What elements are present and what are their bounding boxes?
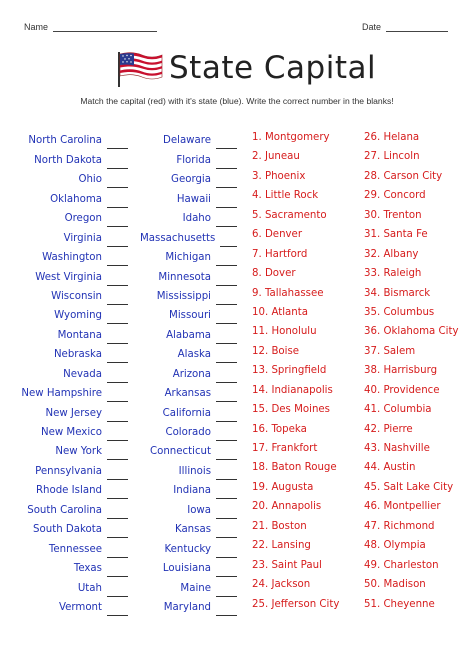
capital-item: 45. Salt Lake City xyxy=(364,481,454,493)
state-name: New Mexico xyxy=(40,427,102,438)
capital-item: 8. Dover xyxy=(252,268,296,280)
state-row xyxy=(140,169,237,188)
state-row xyxy=(4,305,128,324)
answer-blank[interactable] xyxy=(216,508,237,519)
state-column-1 xyxy=(4,130,128,616)
state-name: Texas xyxy=(73,563,102,575)
capital-item: 38. Harrisburg xyxy=(364,365,438,377)
state-row xyxy=(4,441,128,460)
state-name: Alabama xyxy=(166,329,211,341)
answer-blank[interactable] xyxy=(216,197,237,208)
answer-blank[interactable] xyxy=(216,547,237,558)
state-row xyxy=(4,577,128,596)
capital-item: 44. Austin xyxy=(364,462,416,474)
state-row xyxy=(140,363,237,382)
state-row xyxy=(140,538,237,557)
state-name: North Carolina xyxy=(28,135,102,147)
state-name: Hawaii xyxy=(176,193,211,205)
answer-blank[interactable] xyxy=(216,333,237,344)
answer-blank[interactable] xyxy=(107,352,128,363)
answer-blank[interactable] xyxy=(107,547,128,558)
capital-item: 11. Honolulu xyxy=(252,326,317,338)
state-name: Arkansas xyxy=(164,388,211,400)
answer-blank[interactable] xyxy=(216,430,237,441)
capital-item: 22. Lansing xyxy=(252,540,311,552)
state-row xyxy=(4,188,128,207)
capital-item: 30. Trenton xyxy=(364,209,422,221)
capital-item: 34. Bismarck xyxy=(364,287,431,299)
capital-item: 2. Juneau xyxy=(252,151,300,163)
capital-column-2 xyxy=(364,130,474,616)
state-row xyxy=(4,558,128,577)
name-field xyxy=(24,22,157,32)
state-row xyxy=(140,344,237,363)
capital-item: 6. Denver xyxy=(252,229,303,241)
state-row xyxy=(4,460,128,479)
state-name: Utah xyxy=(77,582,102,594)
instructions-text: Match the capital (red) with it's state (blue). Write the correct number in the blanks! xyxy=(80,96,394,106)
state-row xyxy=(140,149,237,168)
answer-blank[interactable] xyxy=(107,158,128,169)
capital-item: 41. Columbia xyxy=(364,404,432,416)
state-name: Florida xyxy=(176,154,211,166)
capital-item: 33. Raleigh xyxy=(364,268,422,280)
capital-item: 32. Albany xyxy=(364,248,419,260)
capital-item: 24. Jackson xyxy=(252,579,311,591)
answer-blank[interactable] xyxy=(220,236,237,247)
state-row xyxy=(140,130,237,149)
capital-item: 15. Des Moines xyxy=(252,404,330,416)
capital-item: 40. Providence xyxy=(364,384,440,396)
state-row xyxy=(140,324,237,343)
capital-item: 48. Olympia xyxy=(364,540,426,552)
capital-item: 28. Carson City xyxy=(364,170,443,182)
date-label: Date xyxy=(362,22,382,32)
answer-blank[interactable] xyxy=(107,508,128,519)
capital-column-1 xyxy=(252,130,360,616)
state-name: California xyxy=(162,407,211,419)
state-name: Kentucky xyxy=(164,543,211,555)
state-name: Colorado xyxy=(165,427,211,438)
capital-item: 49. Charleston xyxy=(364,559,439,571)
answer-blank[interactable] xyxy=(107,411,128,422)
capital-item: 51. Cheyenne xyxy=(364,598,435,610)
state-row xyxy=(4,538,128,557)
state-row xyxy=(140,480,237,499)
state-name: New Jersey xyxy=(45,407,102,419)
state-name: Maine xyxy=(180,582,211,594)
answer-blank[interactable] xyxy=(107,255,128,266)
state-row xyxy=(4,130,128,149)
date-blank-line[interactable] xyxy=(386,23,448,32)
state-name: Mississippi xyxy=(156,290,211,302)
state-row xyxy=(4,519,128,538)
state-row xyxy=(140,227,237,246)
answer-blank[interactable] xyxy=(107,586,128,597)
state-name: Oklahoma xyxy=(50,193,102,205)
state-row xyxy=(4,383,128,402)
answer-blank[interactable] xyxy=(107,488,128,499)
answer-blank[interactable] xyxy=(216,566,237,577)
state-name: Wyoming xyxy=(54,310,102,322)
answer-blank[interactable] xyxy=(216,255,237,266)
state-name: Washington xyxy=(42,252,102,264)
answer-blank[interactable] xyxy=(216,469,237,480)
answer-blank[interactable] xyxy=(216,158,237,169)
answer-blank[interactable] xyxy=(107,216,128,227)
capital-item: 18. Baton Rouge xyxy=(252,462,337,474)
us-flag-icon xyxy=(116,51,164,87)
capital-item: 31. Santa Fe xyxy=(364,229,428,241)
state-name: Rhode Island xyxy=(35,485,102,497)
state-row xyxy=(4,402,128,421)
state-row xyxy=(140,247,237,266)
state-row xyxy=(140,188,237,207)
state-row xyxy=(4,247,128,266)
state-row xyxy=(4,324,128,343)
state-row xyxy=(140,597,237,616)
capital-item: 5. Sacramento xyxy=(252,209,327,221)
state-name: Montana xyxy=(57,329,102,341)
state-name: South Carolina xyxy=(27,504,102,516)
capital-item: 3. Phoenix xyxy=(252,170,306,182)
capital-item: 19. Augusta xyxy=(252,481,314,493)
state-name: Illinois xyxy=(178,465,211,477)
capital-item: 14. Indianapolis xyxy=(252,384,333,396)
state-row xyxy=(4,286,128,305)
state-name: Michigan xyxy=(165,252,211,264)
answer-blank[interactable] xyxy=(107,566,128,577)
answer-blank[interactable] xyxy=(107,605,128,616)
answer-blank[interactable] xyxy=(216,216,237,227)
answer-blank[interactable] xyxy=(216,449,237,460)
state-row xyxy=(4,169,128,188)
answer-blank[interactable] xyxy=(216,605,237,616)
state-column-2 xyxy=(140,130,237,616)
answer-blank[interactable] xyxy=(107,527,128,538)
state-row xyxy=(4,227,128,246)
answer-blank[interactable] xyxy=(216,352,237,363)
state-name: Alaska xyxy=(177,349,211,361)
page-title: State Capital xyxy=(169,50,377,86)
state-row xyxy=(140,577,237,596)
answer-blank[interactable] xyxy=(216,294,237,305)
answer-blank[interactable] xyxy=(216,313,237,324)
capital-item: 21. Boston xyxy=(252,520,307,532)
state-name: North Dakota xyxy=(34,154,102,166)
state-name: Connecticut xyxy=(149,446,211,458)
answer-blank[interactable] xyxy=(216,177,237,188)
capital-item: 20. Annapolis xyxy=(252,501,322,513)
state-name: New York xyxy=(55,446,102,458)
capital-item: 47. Richmond xyxy=(364,520,435,532)
state-name: Kansas xyxy=(174,524,211,536)
answer-blank[interactable] xyxy=(216,586,237,597)
capital-item: 10. Atlanta xyxy=(252,306,308,318)
state-name: Pennsylvania xyxy=(35,465,102,477)
capital-item: 7. Hartford xyxy=(252,248,308,260)
capital-item: 1. Montgomery xyxy=(252,132,330,143)
capital-item: 26. Helana xyxy=(364,132,420,143)
answer-blank[interactable] xyxy=(216,138,237,149)
capital-item: 4. Little Rock xyxy=(252,190,319,202)
answer-blank[interactable] xyxy=(216,391,237,402)
state-row xyxy=(140,266,237,285)
name-blank-line[interactable] xyxy=(53,23,157,32)
state-name: Indiana xyxy=(173,485,211,497)
answer-blank[interactable] xyxy=(107,236,128,247)
answer-blank[interactable] xyxy=(107,177,128,188)
capital-item: 37. Salem xyxy=(364,345,416,357)
state-row xyxy=(140,402,237,421)
answer-blank[interactable] xyxy=(107,197,128,208)
state-name: Ohio xyxy=(78,174,102,186)
state-row xyxy=(4,499,128,518)
state-row xyxy=(4,344,128,363)
state-name: New Hampshire xyxy=(21,388,102,400)
state-row xyxy=(140,519,237,538)
capital-item: 25. Jefferson City xyxy=(252,598,340,610)
state-name: West Virginia xyxy=(35,271,102,283)
state-name: Delaware xyxy=(163,135,211,147)
state-name: Vermont xyxy=(58,601,102,613)
state-name: Minnesota xyxy=(158,271,211,283)
capital-item: 9. Tallahassee xyxy=(252,287,324,299)
state-name: Nebraska xyxy=(53,349,102,361)
capital-item: 36. Oklahoma City xyxy=(364,326,459,338)
state-name: Maryland xyxy=(163,601,211,613)
state-row xyxy=(4,266,128,285)
state-row xyxy=(140,305,237,324)
state-name: Oregon xyxy=(64,213,102,225)
state-name: Idaho xyxy=(182,213,211,225)
state-row xyxy=(140,441,237,460)
state-row xyxy=(4,208,128,227)
answer-blank[interactable] xyxy=(216,527,237,538)
state-row xyxy=(140,460,237,479)
answer-blank[interactable] xyxy=(216,488,237,499)
state-name: Tennessee xyxy=(48,543,102,555)
state-name: Nevada xyxy=(63,368,102,380)
state-name: South Dakota xyxy=(33,524,102,536)
capital-item: 13. Springfield xyxy=(252,365,327,377)
answer-blank[interactable] xyxy=(107,313,128,324)
answer-blank[interactable] xyxy=(107,449,128,460)
answer-blank[interactable] xyxy=(107,275,128,286)
name-label: Name xyxy=(24,22,49,32)
capital-item: 27. Lincoln xyxy=(364,151,420,163)
answer-blank[interactable] xyxy=(107,138,128,149)
capital-item: 50. Madison xyxy=(364,579,426,591)
capital-item: 16. Topeka xyxy=(252,423,307,435)
answer-blank[interactable] xyxy=(107,391,128,402)
state-name: Georgia xyxy=(171,174,211,186)
state-row xyxy=(4,149,128,168)
capital-item: 42. Pierre xyxy=(364,423,413,435)
state-row xyxy=(140,558,237,577)
answer-blank[interactable] xyxy=(107,333,128,344)
state-name: Virginia xyxy=(63,232,102,244)
capital-item: 35. Columbus xyxy=(364,306,435,318)
state-row xyxy=(140,422,237,441)
state-row xyxy=(140,286,237,305)
capital-item: 17. Frankfort xyxy=(252,443,318,454)
answer-blank[interactable] xyxy=(107,469,128,480)
capital-item: 23. Saint Paul xyxy=(252,559,322,571)
state-row xyxy=(4,363,128,382)
answer-blank[interactable] xyxy=(216,275,237,286)
capital-item: 43. Nashville xyxy=(364,443,430,454)
capital-item: 46. Montpellier xyxy=(364,501,441,513)
answer-blank[interactable] xyxy=(107,294,128,305)
answer-blank[interactable] xyxy=(216,411,237,422)
capital-item: 29. Concord xyxy=(364,190,426,202)
capital-item: 12. Boise xyxy=(252,345,300,357)
state-row xyxy=(4,422,128,441)
state-name: Iowa xyxy=(187,504,211,516)
answer-blank[interactable] xyxy=(216,372,237,383)
state-name: Arizona xyxy=(172,368,211,380)
state-row xyxy=(140,383,237,402)
state-row xyxy=(140,499,237,518)
state-name: Louisiana xyxy=(162,563,211,575)
state-row xyxy=(4,597,128,616)
state-name: Wisconsin xyxy=(51,290,102,302)
answer-blank[interactable] xyxy=(107,372,128,383)
state-row xyxy=(4,480,128,499)
answer-blank[interactable] xyxy=(107,430,128,441)
date-field xyxy=(362,22,448,32)
state-name: Massachusetts xyxy=(140,232,216,244)
state-row xyxy=(140,208,237,227)
state-name: Missouri xyxy=(169,310,211,322)
